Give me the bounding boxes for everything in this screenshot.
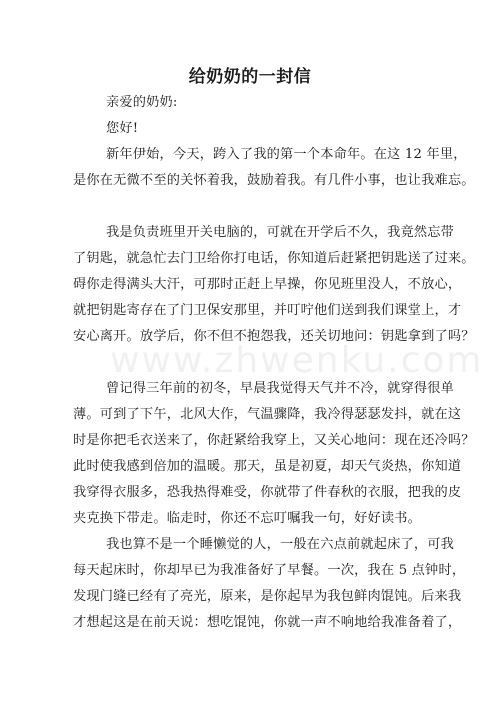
paragraph-1-line-1: 新年伊始，今天，跨入了我的第一个本命年。在这 12 年里， xyxy=(106,147,467,162)
paragraph-3-line-6: 夹克换下带走。临走时，你还不忘叮嘱我一句，好好读书。 xyxy=(73,511,422,526)
paragraph-3-line-3: 时是你把毛衣送来了，你赶紧给我穿上，又关心地问：现在还冷吗？ xyxy=(73,433,475,448)
watermark: www.zhwenku.com xyxy=(110,340,484,381)
paragraph-3-line-4: 此时使我感到倍加的温暖。那天，虽是初夏，却天气炎热，你知道 xyxy=(73,459,462,474)
paragraph-3-line-5: 我穿得衣服多，恐我热得难受，你就带了件春秋的衣服，把我的皮 xyxy=(73,485,462,500)
paragraph-2-line-4: 就把钥匙寄存在了门卫保安那里，并叮咛他们送到我们课堂上，才 xyxy=(73,303,462,318)
paragraph-3-line-1: 曾记得三年前的初冬，早晨我觉得天气并不冷，就穿得很单 xyxy=(106,381,455,396)
paragraph-1-line-2: 是你在无微不至的关怀着我，鼓励着我。有几件小事，也让我难忘。 xyxy=(73,173,475,188)
paragraph-4-line-4: 才想起这是在前天说：想吃馄饨，你就一声不响地给我准备着了， xyxy=(73,615,462,630)
paragraph-2-line-3: 碍你走得满头大汗，可那时正赶上早操，你见班里没人，不放心， xyxy=(73,277,462,292)
salutation: 亲爱的奶奶: xyxy=(106,95,178,110)
letter-title: 给奶奶的一封信 xyxy=(188,67,312,87)
paragraph-4-line-1: 我也算不是一个睡懒觉的人，一般在六点前就起床了，可我 xyxy=(106,537,455,552)
paragraph-3-line-2: 薄。可到了下午，北风大作，气温骤降，我冷得瑟瑟发抖，就在这 xyxy=(73,407,462,422)
paragraph-4-line-3: 发现门缝已经有了亮光，原来，是你起早为我包鲜肉馄饨。后来我 xyxy=(73,589,462,604)
paragraph-2-line-5: 安心离开。放学后，你不但不抱怨我，还关切地问：钥匙拿到了吗？ xyxy=(73,329,475,344)
greeting: 您好! xyxy=(106,121,139,136)
paragraph-2-line-1: 我是负责班里开关电脑的，可就在开学后不久，我竟然忘带 xyxy=(106,225,455,240)
paragraph-2-line-2: 了钥匙，就急忙去门卫给你打电话，你知道后赶紧把钥匙送了过来。 xyxy=(73,251,475,266)
paragraph-4-line-2: 每天起床时，你却早已为我准备好了早餐。一次，我在 5 点钟时， xyxy=(73,563,466,578)
